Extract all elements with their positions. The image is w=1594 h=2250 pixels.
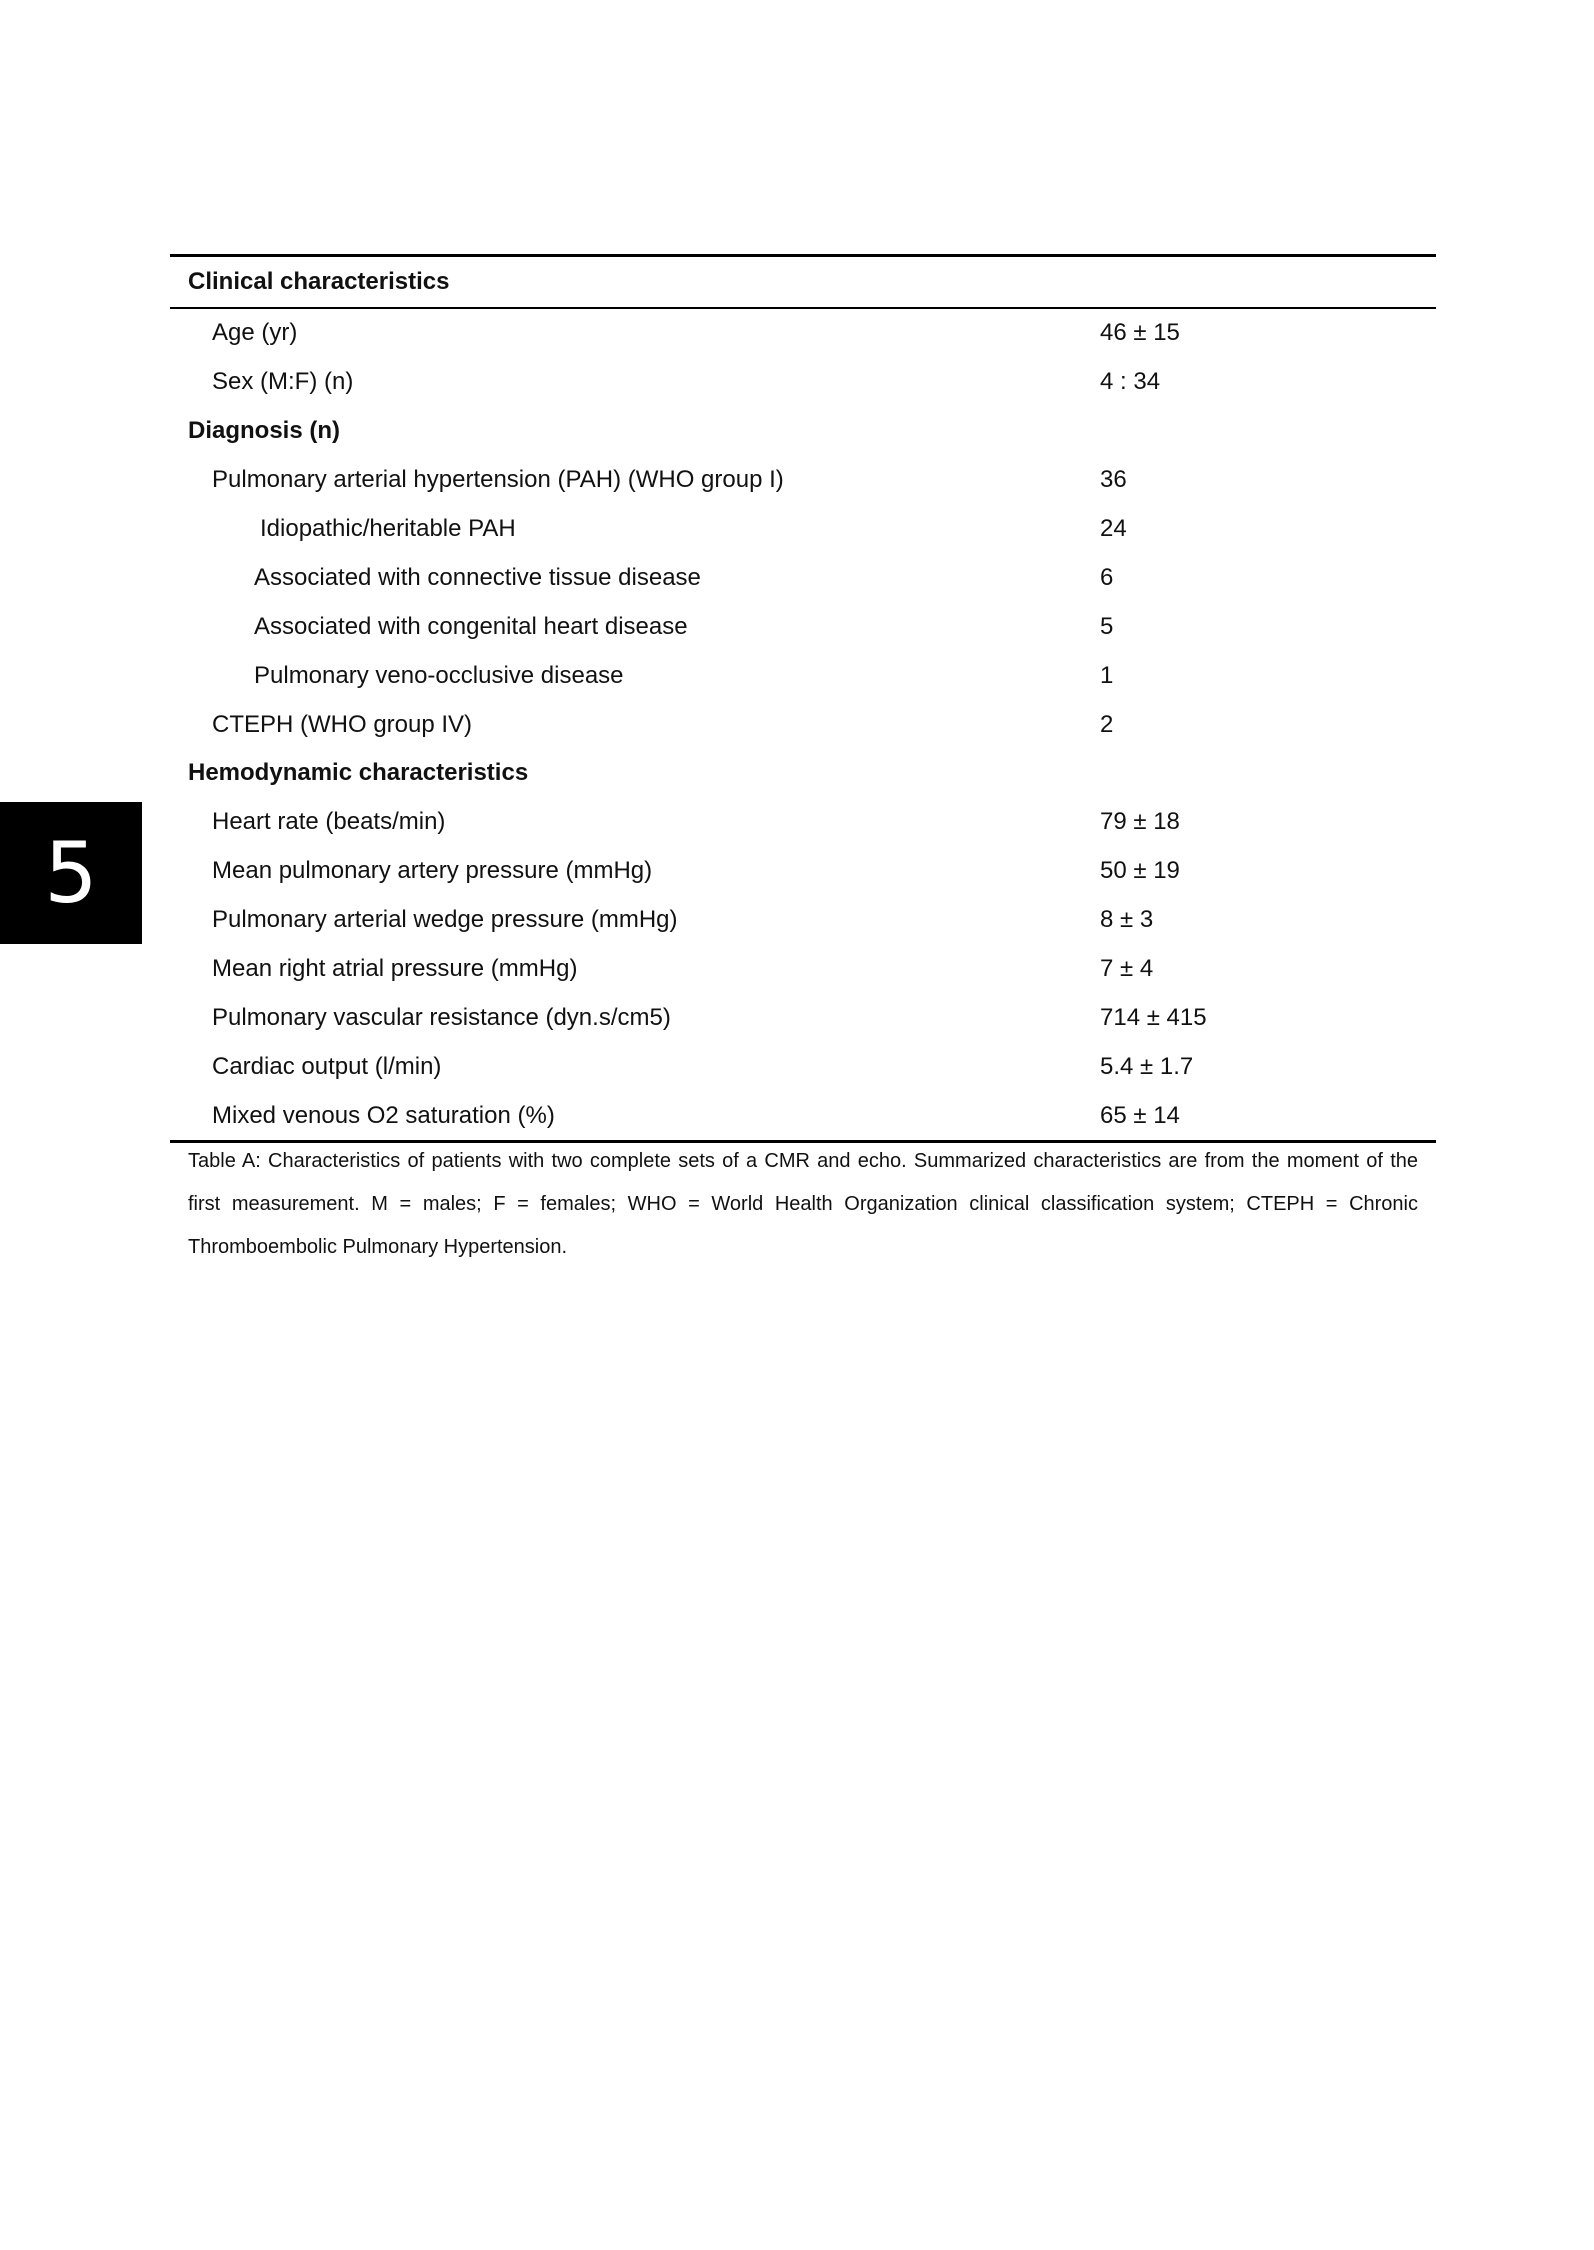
section-label: Hemodynamic characteristics [188, 759, 529, 787]
table-row [170, 358, 1436, 407]
row-value: 24 [1100, 515, 1127, 542]
row-value: 1 [1100, 661, 1114, 689]
row-value: 46 ± 15 [1100, 319, 1180, 347]
table-header: Clinical characteristics [188, 268, 450, 295]
table-row [170, 309, 1436, 358]
row-label: Heart rate (beats/min) [212, 808, 446, 836]
characteristics-table [170, 254, 1436, 1143]
table-row [170, 1042, 1436, 1091]
row-label: Associated with congenital heart disease [254, 612, 688, 640]
row-label: Mean pulmonary artery pressure (mmHg) [212, 857, 653, 885]
table-row [170, 505, 1436, 554]
row-value: 714 ± 415 [1100, 1003, 1207, 1031]
row-label: Mixed venous O2 saturation (%) [212, 1101, 555, 1129]
row-label: Pulmonary arterial hypertension (PAH) (WHO group I) [212, 466, 784, 494]
table-row [170, 651, 1436, 700]
table-row [170, 1091, 1436, 1140]
table-row [170, 993, 1436, 1042]
table-row [170, 798, 1436, 847]
row-label: Pulmonary arterial wedge pressure (mmHg) [212, 906, 678, 934]
table-caption: Table A: Characteristics of patients with two complete sets of a CMR and echo. Summarized characteristics are from the moment of the first measurement. M = males; F = females; WHO = World Health Organization clinical classification system; CTEPH = Chronic Thromboembolic Pulmonary Hypertension. [188, 1150, 1418, 1258]
row-value: 7 ± 4 [1100, 955, 1154, 983]
row-value: 79 ± 18 [1100, 808, 1180, 836]
row-value: 2 [1100, 710, 1114, 738]
row-label: Age (yr) [212, 319, 298, 347]
table-row [170, 553, 1436, 602]
table-row [170, 456, 1436, 505]
row-label: Associated with connective tissue disease [254, 563, 701, 591]
row-value: 4 : 34 [1100, 368, 1161, 396]
table-row [170, 602, 1436, 651]
row-label: Idiopathic/heritable PAH [260, 515, 516, 542]
section-row-hemodynamic [170, 749, 1436, 798]
row-value: 8 ± 3 [1100, 906, 1154, 934]
row-value: 6 [1100, 563, 1114, 591]
section-row-diagnosis [170, 407, 1436, 456]
row-value: 50 ± 19 [1100, 857, 1180, 885]
row-label: Pulmonary vascular resistance (dyn.s/cm5) [212, 1003, 671, 1031]
table-row [170, 847, 1436, 896]
row-value: 65 ± 14 [1100, 1101, 1180, 1129]
row-value: 36 [1100, 466, 1127, 494]
row-label: CTEPH (WHO group IV) [212, 710, 473, 738]
section-label: Diagnosis (n) [188, 417, 341, 445]
row-label: Pulmonary veno-occlusive disease [254, 661, 624, 689]
row-label: Cardiac output (l/min) [212, 1052, 442, 1080]
row-value: 5 [1100, 612, 1114, 640]
row-label: Mean right atrial pressure (mmHg) [212, 955, 578, 983]
chapter-number-tab: 5 [0, 802, 142, 944]
row-value: 5.4 ± 1.7 [1100, 1052, 1194, 1080]
table-row [170, 700, 1436, 749]
table-row [170, 945, 1436, 994]
table-row [170, 896, 1436, 945]
row-label: Sex (M:F) (n) [212, 368, 354, 396]
